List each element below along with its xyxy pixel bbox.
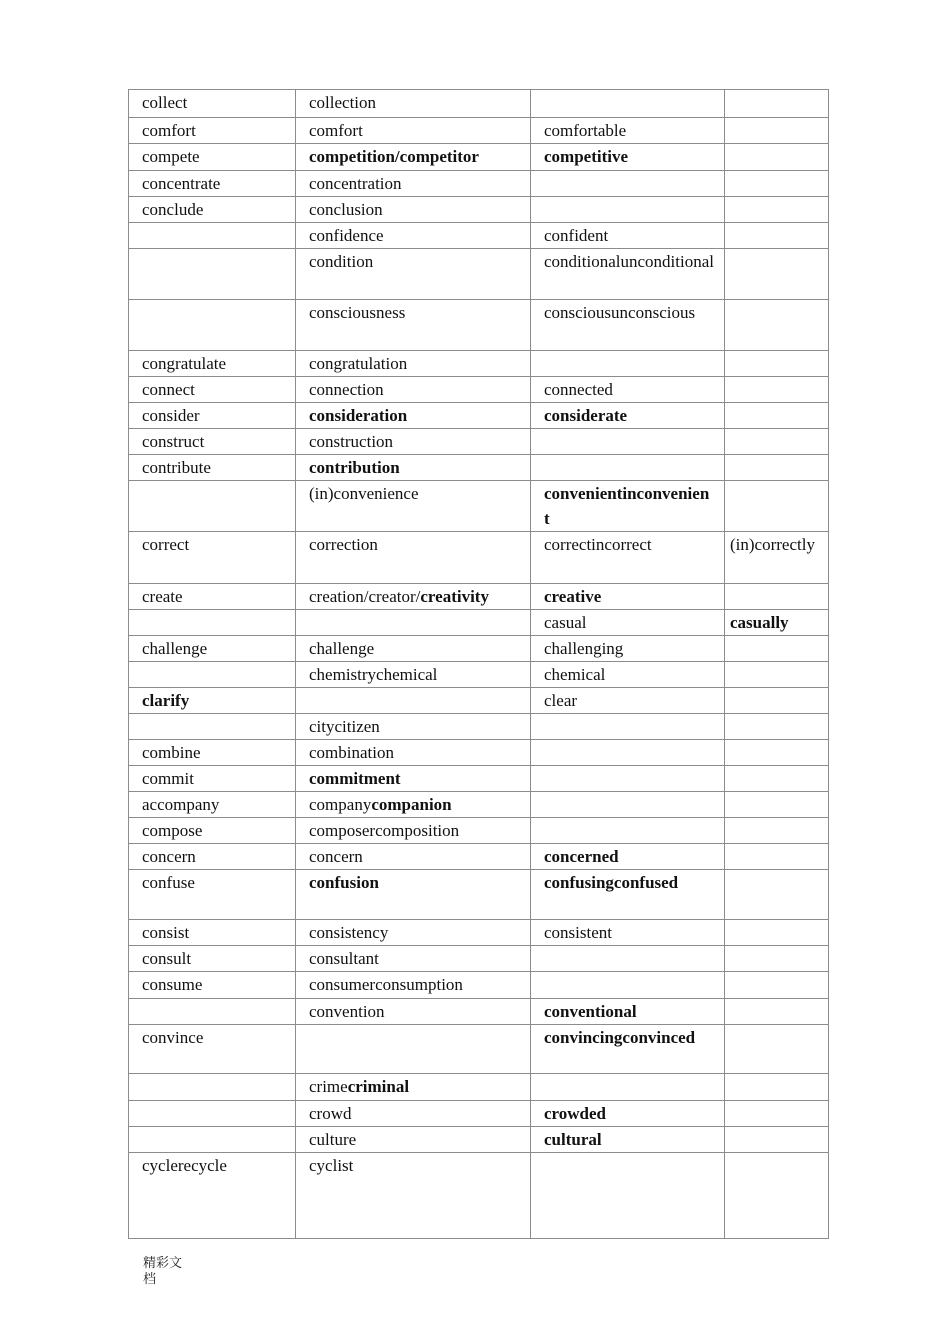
table-cell-col-3 (531, 584, 725, 610)
table-row (129, 377, 829, 403)
table-cell-col-4 (725, 1127, 829, 1153)
cell-text: correctincorrect (544, 535, 652, 554)
cell-text: citycitizen (309, 717, 380, 736)
table-cell-col-2 (296, 610, 531, 636)
table-cell-col-2 (296, 972, 531, 999)
table-cell-col-2 (296, 662, 531, 688)
table-cell-col-1 (129, 946, 296, 972)
table-cell-col-2 (296, 481, 531, 532)
table-cell-col-3 (531, 300, 725, 351)
table-cell-col-3 (531, 1074, 725, 1101)
table-cell-col-3 (531, 481, 725, 532)
cell-text: commit (142, 769, 194, 788)
table-cell-col-4 (725, 1101, 829, 1127)
cell-text: connection (309, 380, 384, 399)
table-cell-col-4 (725, 403, 829, 429)
cell-text: crowded (544, 1104, 607, 1123)
table-cell-col-1 (129, 1074, 296, 1101)
table-cell-col-3 (531, 714, 725, 740)
cell-text: consciousness (309, 303, 406, 322)
table-cell-col-1 (129, 636, 296, 662)
table-cell-col-4 (725, 1074, 829, 1101)
table-cell-col-2 (296, 1153, 531, 1239)
cell-text: confusion (309, 873, 379, 892)
cell-text: convention (309, 1002, 385, 1021)
table-cell-col-1 (129, 610, 296, 636)
table-cell-col-4 (725, 740, 829, 766)
table-cell-col-3 (531, 197, 725, 223)
table-row (129, 429, 829, 455)
table-cell-col-4 (725, 90, 829, 118)
table-cell-col-1 (129, 144, 296, 171)
table-row (129, 999, 829, 1025)
table-cell-col-1 (129, 1127, 296, 1153)
table-cell-col-3 (531, 870, 725, 920)
table-cell-col-1 (129, 249, 296, 300)
table-cell-col-3 (531, 429, 725, 455)
table-row (129, 455, 829, 481)
table-cell-col-1 (129, 118, 296, 144)
table-cell-col-3 (531, 90, 725, 118)
table-cell-col-4 (725, 792, 829, 818)
table-cell-col-2 (296, 1074, 531, 1101)
cell-text: cultural (544, 1130, 602, 1149)
cell-text: consciousunconscious (544, 303, 696, 322)
cell-text: concern (142, 847, 196, 866)
table-cell-col-1 (129, 688, 296, 714)
table-row (129, 584, 829, 610)
table-cell-col-4 (725, 351, 829, 377)
cell-text: consumerconsumption (309, 975, 463, 994)
table-cell-col-3 (531, 532, 725, 584)
table-row (129, 766, 829, 792)
table-cell-col-1 (129, 403, 296, 429)
table-cell-col-2 (296, 144, 531, 171)
cell-text: comfort (142, 121, 196, 140)
table-cell-col-2 (296, 1025, 531, 1074)
table-cell-col-4 (725, 429, 829, 455)
cell-text: consultant (309, 949, 379, 968)
table-cell-col-4 (725, 999, 829, 1025)
table-row (129, 223, 829, 249)
table-cell-col-1 (129, 455, 296, 481)
table-cell-col-3 (531, 740, 725, 766)
vocabulary-table (128, 89, 829, 1239)
cell-text: composercomposition (309, 821, 460, 840)
cell-text: consult (142, 949, 192, 968)
cell-text: collect (142, 93, 188, 112)
vocabulary-table-body (129, 90, 829, 1239)
cell-text: (in)convenience (309, 484, 419, 503)
table-cell-col-1 (129, 714, 296, 740)
cell-text: considerate (544, 406, 628, 425)
table-row (129, 920, 829, 946)
table-cell-col-1 (129, 351, 296, 377)
cell-text: casual (544, 613, 587, 632)
cell-text: combination (309, 743, 394, 762)
table-cell-col-1 (129, 90, 296, 118)
table-cell-col-2 (296, 1101, 531, 1127)
cell-text: convenientinconvenient (544, 484, 710, 528)
table-cell-col-3 (531, 377, 725, 403)
table-cell-col-2 (296, 429, 531, 455)
table-cell-col-2 (296, 351, 531, 377)
table-cell-col-1 (129, 1153, 296, 1239)
cell-text: construct (142, 432, 205, 451)
table-cell-col-3 (531, 403, 725, 429)
table-cell-col-3 (531, 1101, 725, 1127)
table-cell-col-3 (531, 844, 725, 870)
table-cell-col-1 (129, 300, 296, 351)
table-cell-col-2 (296, 532, 531, 584)
table-cell-col-3 (531, 351, 725, 377)
cell-text: convince (142, 1028, 204, 1047)
table-cell-col-4 (725, 532, 829, 584)
table-cell-col-2 (296, 197, 531, 223)
table-cell-col-4 (725, 610, 829, 636)
cell-text: consist (142, 923, 190, 942)
table-cell-col-4 (725, 636, 829, 662)
table-row (129, 740, 829, 766)
table-row (129, 144, 829, 171)
table-cell-col-1 (129, 870, 296, 920)
table-cell-col-4 (725, 197, 829, 223)
table-cell-col-2 (296, 584, 531, 610)
table-cell-col-4 (725, 584, 829, 610)
table-cell-col-2 (296, 870, 531, 920)
cell-text: concentrate (142, 174, 221, 193)
table-cell-col-4 (725, 972, 829, 999)
cell-text: conclude (142, 200, 204, 219)
table-cell-col-4 (725, 118, 829, 144)
cell-text: clarify (142, 691, 190, 710)
table-cell-col-1 (129, 662, 296, 688)
table-cell-col-2 (296, 844, 531, 870)
table-cell-col-2 (296, 171, 531, 197)
cell-text: criminal (347, 1077, 410, 1096)
table-cell-col-1 (129, 429, 296, 455)
cell-text: confusingconfused (544, 873, 679, 892)
table-cell-col-2 (296, 300, 531, 351)
cell-text: creativity (420, 587, 489, 606)
table-cell-col-2 (296, 740, 531, 766)
table-cell-col-4 (725, 249, 829, 300)
table-row (129, 844, 829, 870)
table-cell-col-4 (725, 1153, 829, 1239)
table-cell-col-1 (129, 740, 296, 766)
table-row (129, 972, 829, 999)
table-cell-col-3 (531, 636, 725, 662)
table-cell-col-3 (531, 766, 725, 792)
cell-text: consistent (544, 923, 612, 942)
table-cell-col-1 (129, 532, 296, 584)
cell-text: cyclist (309, 1156, 354, 1175)
table-row (129, 792, 829, 818)
cell-text: compose (142, 821, 203, 840)
table-cell-col-1 (129, 1101, 296, 1127)
cell-text: concentration (309, 174, 402, 193)
table-cell-col-3 (531, 1025, 725, 1074)
cell-text: creation/creator/ (309, 587, 421, 606)
table-cell-col-4 (725, 1025, 829, 1074)
table-cell-col-2 (296, 946, 531, 972)
cell-text: connect (142, 380, 195, 399)
cell-text: consistency (309, 923, 389, 942)
table-cell-col-3 (531, 249, 725, 300)
cell-text: confidence (309, 226, 384, 245)
table-cell-col-1 (129, 766, 296, 792)
cell-text: collection (309, 93, 377, 112)
cell-text: contribute (142, 458, 211, 477)
cell-text: consider (142, 406, 200, 425)
table-cell-col-4 (725, 818, 829, 844)
table-cell-col-2 (296, 455, 531, 481)
table-cell-col-2 (296, 714, 531, 740)
cell-text: correct (142, 535, 190, 554)
table-cell-col-4 (725, 844, 829, 870)
cell-text: crime (309, 1077, 348, 1096)
table-cell-col-3 (531, 118, 725, 144)
cell-text: conventional (544, 1002, 637, 1021)
cell-text: confident (544, 226, 609, 245)
table-cell-col-4 (725, 300, 829, 351)
cell-text: construction (309, 432, 394, 451)
cell-text: crowd (309, 1104, 352, 1123)
cell-text: culture (309, 1130, 357, 1149)
cell-text: congratulate (142, 354, 227, 373)
table-cell-col-1 (129, 481, 296, 532)
table-cell-col-4 (725, 766, 829, 792)
table-cell-col-4 (725, 144, 829, 171)
table-cell-col-3 (531, 171, 725, 197)
table-cell-col-2 (296, 636, 531, 662)
table-cell-col-2 (296, 118, 531, 144)
table-cell-col-1 (129, 197, 296, 223)
table-row (129, 90, 829, 118)
cell-text: competition/competitor (309, 147, 479, 166)
table-row (129, 197, 829, 223)
table-cell-col-1 (129, 972, 296, 999)
table-cell-col-1 (129, 920, 296, 946)
table-cell-col-2 (296, 377, 531, 403)
cell-text: clear (544, 691, 578, 710)
cell-text: comfort (309, 121, 363, 140)
table-row (129, 714, 829, 740)
table-cell-col-3 (531, 972, 725, 999)
table-row (129, 610, 829, 636)
table-row (129, 118, 829, 144)
table-cell-col-4 (725, 870, 829, 920)
table-cell-col-1 (129, 792, 296, 818)
table-cell-col-1 (129, 171, 296, 197)
table-cell-col-3 (531, 792, 725, 818)
table-cell-col-2 (296, 688, 531, 714)
cell-text: consideration (309, 406, 408, 425)
table-row (129, 946, 829, 972)
cell-text: convincingconvinced (544, 1028, 696, 1047)
cell-text: conditionalunconditional (544, 252, 714, 271)
cell-text: challenging (544, 639, 624, 658)
cell-text: conclusion (309, 200, 383, 219)
table-cell-col-3 (531, 1153, 725, 1239)
table-row (129, 662, 829, 688)
table-row (129, 249, 829, 300)
table-row (129, 636, 829, 662)
table-row (129, 532, 829, 584)
table-cell-col-4 (725, 223, 829, 249)
cell-text: company (309, 795, 372, 814)
table-cell-col-1 (129, 999, 296, 1025)
table-cell-col-1 (129, 377, 296, 403)
cell-text: commitment (309, 769, 401, 788)
table-cell-col-3 (531, 662, 725, 688)
cell-text: chemistrychemical (309, 665, 438, 684)
cell-text: compete (142, 147, 200, 166)
cell-text: consume (142, 975, 203, 994)
table-cell-col-4 (725, 920, 829, 946)
table-row (129, 1025, 829, 1074)
table-cell-col-2 (296, 223, 531, 249)
table-cell-col-3 (531, 920, 725, 946)
cell-text: concerned (544, 847, 619, 866)
table-cell-col-2 (296, 403, 531, 429)
table-row (129, 481, 829, 532)
table-cell-col-3 (531, 688, 725, 714)
cell-text: accompany (142, 795, 220, 814)
table-row (129, 1074, 829, 1101)
cell-text: confuse (142, 873, 195, 892)
table-cell-col-4 (725, 662, 829, 688)
table-cell-col-3 (531, 1127, 725, 1153)
table-cell-col-1 (129, 584, 296, 610)
table-cell-col-3 (531, 999, 725, 1025)
cell-text: companion (371, 795, 452, 814)
table-cell-col-1 (129, 223, 296, 249)
table-cell-col-1 (129, 818, 296, 844)
cell-text: competitive (544, 147, 629, 166)
table-cell-col-3 (531, 818, 725, 844)
cell-text: connected (544, 380, 613, 399)
cell-text: comfortable (544, 121, 627, 140)
table-cell-col-2 (296, 1127, 531, 1153)
cell-text: combine (142, 743, 201, 762)
table-cell-col-3 (531, 144, 725, 171)
table-row (129, 1127, 829, 1153)
cell-text: cyclerecycle (142, 1156, 227, 1175)
table-cell-col-2 (296, 90, 531, 118)
cell-text: creative (544, 587, 602, 606)
table-row (129, 403, 829, 429)
table-row (129, 688, 829, 714)
table-cell-col-4 (725, 714, 829, 740)
cell-text: congratulation (309, 354, 408, 373)
table-row (129, 818, 829, 844)
table-cell-col-4 (725, 377, 829, 403)
cell-text: chemical (544, 665, 606, 684)
table-row (129, 171, 829, 197)
table-row (129, 300, 829, 351)
table-cell-col-2 (296, 792, 531, 818)
table-cell-col-2 (296, 999, 531, 1025)
cell-text: casually (730, 613, 789, 632)
table-cell-col-3 (531, 455, 725, 481)
table-cell-col-2 (296, 818, 531, 844)
cell-text: correction (309, 535, 378, 554)
table-cell-col-3 (531, 946, 725, 972)
table-cell-col-2 (296, 766, 531, 792)
table-cell-col-4 (725, 171, 829, 197)
table-row (129, 1101, 829, 1127)
table-cell-col-1 (129, 1025, 296, 1074)
cell-text: create (142, 587, 183, 606)
cell-text: challenge (309, 639, 375, 658)
table-row (129, 351, 829, 377)
cell-text: condition (309, 252, 374, 271)
table-cell-col-4 (725, 946, 829, 972)
table-row (129, 1153, 829, 1239)
table-cell-col-2 (296, 249, 531, 300)
table-row (129, 870, 829, 920)
table-cell-col-4 (725, 455, 829, 481)
table-cell-col-3 (531, 223, 725, 249)
footer-text: 精彩文档 (143, 1256, 183, 1287)
cell-text: contribution (309, 458, 400, 477)
cell-text: challenge (142, 639, 208, 658)
cell-text: (in)correctly (730, 535, 815, 554)
table-cell-col-1 (129, 844, 296, 870)
table-cell-col-3 (531, 610, 725, 636)
table-cell-col-2 (296, 920, 531, 946)
cell-text: concern (309, 847, 363, 866)
table-cell-col-4 (725, 688, 829, 714)
table-cell-col-4 (725, 481, 829, 532)
